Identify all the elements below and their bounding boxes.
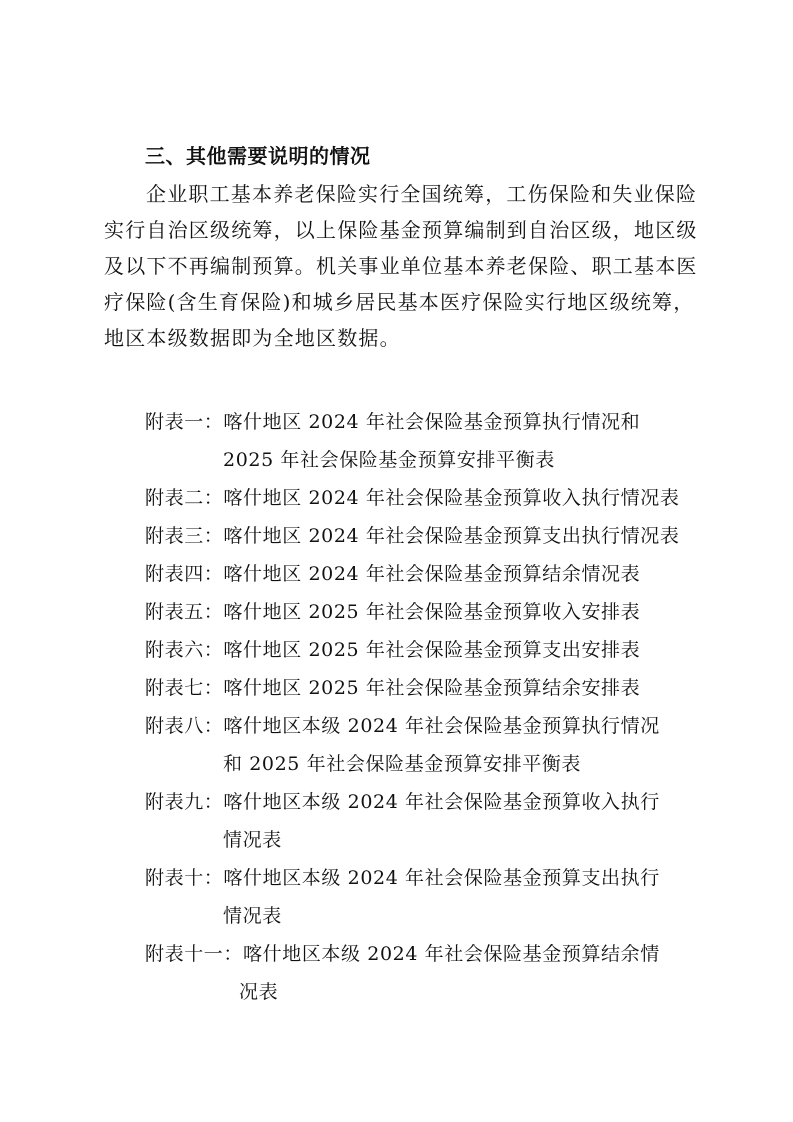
annex-title: 喀什地区 2025 年社会保险基金预算结余安排表	[223, 677, 641, 699]
annex-label: 附表一：	[145, 411, 224, 433]
annex-label: 附表十一：	[145, 943, 244, 965]
explanation-paragraph	[104, 176, 696, 356]
annex-title: 喀什地区 2024 年社会保险基金预算结余情况表	[223, 563, 641, 585]
annex-label: 附表五：	[145, 601, 224, 623]
paragraph-line: 企业职工基本养老保险实行全国统筹，工伤保险和失业保险	[146, 182, 698, 206]
annex-title: 喀什地区 2025 年社会保险基金预算收入安排表	[223, 601, 641, 623]
annex-title-continued: 情况表	[223, 905, 282, 927]
paragraph-line: 地区本级数据即为全地区数据。	[104, 326, 401, 350]
annex-item-10	[145, 859, 705, 935]
annex-title: 喀什地区 2024 年社会保险基金预算收入执行情况表	[223, 487, 680, 509]
annex-label: 附表二：	[145, 487, 224, 509]
annex-title-continued: 和 2025 年社会保险基金预算安排平衡表	[223, 753, 582, 775]
annex-label: 附表三：	[145, 525, 224, 547]
annex-item-1	[145, 403, 705, 479]
paragraph-line: 实行自治区级统筹，以上保险基金预算编制到自治区级，地区级	[104, 218, 698, 242]
annex-item-4	[145, 555, 705, 593]
annex-title-continued: 情况表	[223, 829, 282, 851]
annex-label: 附表八：	[145, 715, 224, 737]
annex-item-11	[145, 935, 705, 1011]
paragraph-line: 及以下不再编制预算。机关事业单位基本养老保险、职工基本医	[104, 254, 698, 278]
annex-label: 附表十：	[145, 867, 224, 889]
annex-title: 喀什地区本级 2024 年社会保险基金预算收入执行	[223, 791, 660, 813]
annex-label: 附表七：	[145, 677, 224, 699]
annex-title: 喀什地区 2025 年社会保险基金预算支出安排表	[223, 639, 641, 661]
section-heading: 三、其他需要说明的情况	[145, 144, 371, 168]
annex-item-9	[145, 783, 705, 859]
annex-title: 喀什地区本级 2024 年社会保险基金预算执行情况	[223, 715, 660, 737]
annex-title: 喀什地区本级 2024 年社会保险基金预算支出执行	[223, 867, 660, 889]
annex-item-5	[145, 593, 705, 631]
annex-title-continued: 况表	[239, 981, 279, 1003]
paragraph-line: 疗保险(含生育保险)和城乡居民基本医疗保险实行地区级统筹，	[104, 290, 695, 314]
annex-item-3	[145, 517, 705, 555]
annex-list	[145, 403, 705, 1011]
annex-item-7	[145, 669, 705, 707]
annex-title: 喀什地区 2024 年社会保险基金预算支出执行情况表	[223, 525, 680, 547]
annex-item-8	[145, 707, 705, 783]
annex-title-continued: 2025 年社会保险基金预算安排平衡表	[223, 449, 555, 471]
annex-item-6	[145, 631, 705, 669]
annex-title: 喀什地区 2024 年社会保险基金预算执行情况和	[223, 411, 641, 433]
annex-label: 附表六：	[145, 639, 224, 661]
annex-label: 附表四：	[145, 563, 224, 585]
annex-item-2	[145, 479, 705, 517]
annex-title: 喀什地区本级 2024 年社会保险基金预算结余情	[243, 943, 660, 965]
annex-label: 附表九：	[145, 791, 224, 813]
